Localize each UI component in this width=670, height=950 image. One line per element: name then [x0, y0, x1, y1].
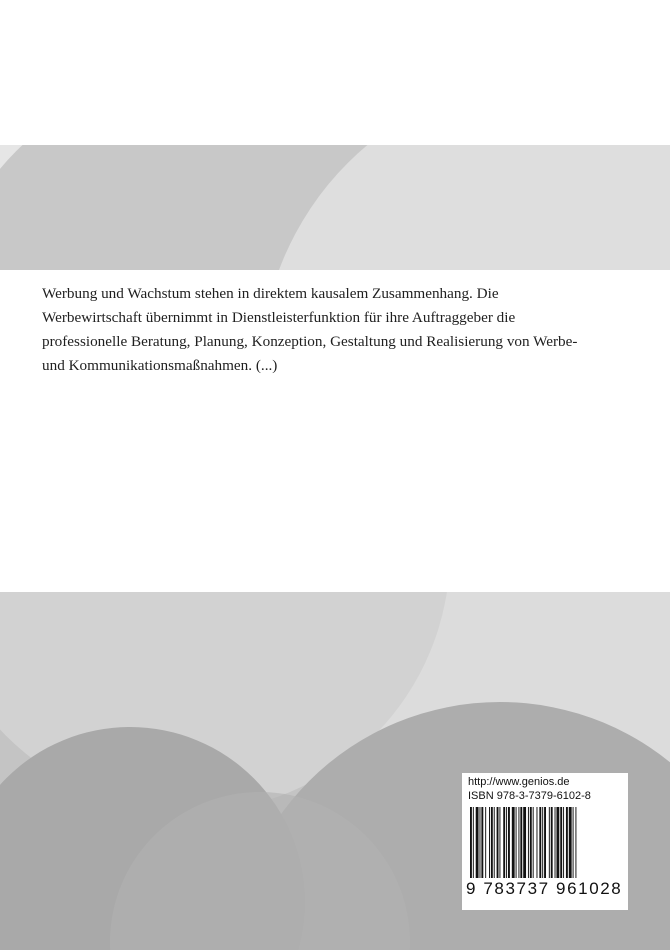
- barcode-bar: [551, 807, 553, 879]
- barcode-bar: [518, 807, 519, 879]
- barcode-bar: [494, 807, 495, 879]
- barcode-bar: [560, 807, 562, 879]
- barcode-bar: [530, 807, 532, 879]
- barcode-bar: [563, 807, 564, 879]
- barcode-bar: [549, 807, 550, 879]
- barcode-bar: [566, 807, 568, 879]
- barcode-bar: [542, 807, 543, 879]
- publisher-url: http://www.genios.de: [468, 776, 570, 788]
- barcode-bar: [556, 807, 559, 879]
- barcode-bar: [573, 807, 574, 879]
- barcode-bar: [575, 807, 576, 879]
- isbn-barcode-panel: [462, 773, 628, 910]
- barcode-bar: [523, 807, 526, 879]
- barcode-bar: [516, 807, 517, 879]
- top-band-graphic: [0, 145, 670, 270]
- barcode-icon: [466, 807, 624, 879]
- barcode-bar: [491, 807, 493, 879]
- barcode-bar: [485, 807, 486, 879]
- barcode-bar: [537, 807, 538, 879]
- barcode-bar: [481, 807, 483, 879]
- barcode-bar: [470, 807, 472, 879]
- barcode-bar: [489, 807, 490, 879]
- barcode-bar: [569, 807, 572, 879]
- barcode-bar: [533, 807, 534, 879]
- barcode-bar: [476, 807, 479, 879]
- barcode-bar: [506, 807, 507, 879]
- barcode-bar: [555, 807, 556, 879]
- back-cover-blurb: Werbung und Wachstum stehen in direktem kausalem Zusammenhang. Die Werbewirtschaft übernimmt in Dienstleisterfunktion für ihre Auftraggeber die professionelle Beratung, Planung, Konzeption, Gestaltung und Realisierung von Werbe- und Kommunikationsmaßnahmen. (...): [42, 285, 578, 374]
- barcode-bar: [528, 807, 529, 879]
- barcode-bar: [473, 807, 474, 879]
- isbn-number: ISBN 978-3-7379-6102-8: [468, 790, 591, 802]
- barcode-bar: [480, 807, 481, 879]
- barcode-bar: [508, 807, 510, 879]
- barcode-bar: [539, 807, 541, 879]
- barcode-bar: [520, 807, 522, 879]
- top-decorative-band: [0, 145, 670, 270]
- barcode-bar: [497, 807, 499, 879]
- barcode-bar: [499, 807, 500, 879]
- barcode-bar: [503, 807, 505, 879]
- barcode-digits: 9 783737 961028: [466, 879, 623, 898]
- barcode-bar: [512, 807, 515, 879]
- barcode-bar: [544, 807, 546, 879]
